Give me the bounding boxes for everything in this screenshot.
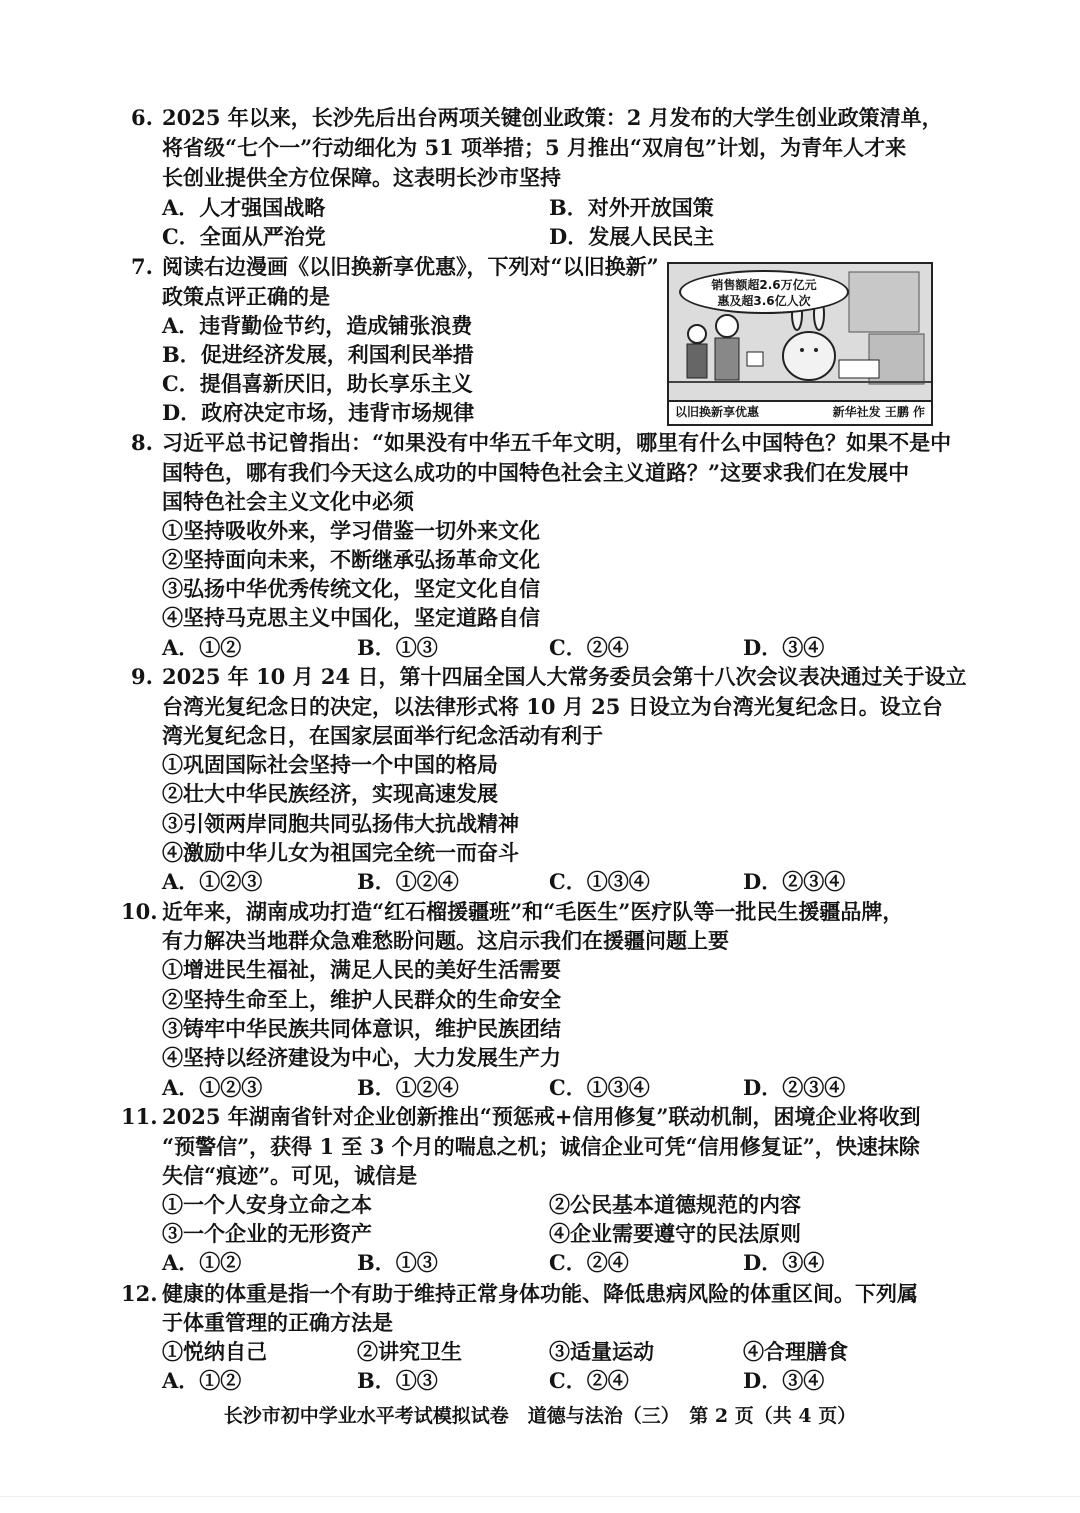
- q7-option-a: A．违背勤俭节约，造成铺张浪费: [162, 313, 473, 338]
- q10-item-3: ③铸牢中华民族共同体意识，维护民族团结: [162, 1016, 561, 1041]
- q11-item-1: ①一个人安身立命之本: [162, 1192, 372, 1217]
- q8-item-3: ③弘扬中华优秀传统文化，坚定文化自信: [162, 576, 540, 601]
- q9-stem-line-3: 湾光复纪念日，在国家层面举行纪念活动有利于: [162, 723, 603, 748]
- q10-option-b: B．①②④: [357, 1075, 459, 1100]
- q7-number: 7.: [131, 254, 153, 279]
- q10-item-2: ②坚持生命至上，维护人民群众的生命安全: [162, 987, 561, 1012]
- q10-item-1: ①增进民生福祉，满足人民的美好生活需要: [162, 957, 561, 982]
- page-footer: 长沙市初中学业水平考试模拟试卷 道德与法治（三） 第 2 页（共 4 页）: [223, 1405, 857, 1427]
- cartoon-caption: [669, 400, 931, 424]
- cartoon-speech-bubble: [679, 270, 849, 314]
- q6-stem-line-3: 长创业提供全方位保障。这表明长沙市坚持: [162, 165, 561, 190]
- q6-option-d: D．发展人民民主: [549, 224, 715, 249]
- q10-item-4: ④坚持以经济建设为中心，大力发展生产力: [162, 1045, 561, 1070]
- q9-option-b: B．①②④: [357, 869, 459, 894]
- bubble-line-1: 销售额超2.6万亿元: [711, 278, 817, 292]
- q11-option-d: D．③④: [743, 1250, 825, 1275]
- q8-number: 8.: [131, 430, 153, 455]
- q9-option-a: A．①②③: [162, 869, 263, 894]
- q9-option-c: C．①③④: [549, 869, 650, 894]
- cartoon-image: [667, 262, 933, 426]
- q11-item-4: ④企业需要遵守的民法原则: [549, 1221, 801, 1246]
- bottom-divider: [0, 1496, 1080, 1497]
- q9-item-3: ③引领两岸同胞共同弘扬伟大抗战精神: [162, 811, 519, 836]
- q7-option-b: B．促进经济发展，利国利民举措: [162, 342, 474, 367]
- q7-option-d: D．政府决定市场，违背市场规律: [162, 400, 475, 425]
- q12-item-3: ③适量运动: [549, 1339, 654, 1364]
- q12-item-2: ②讲究卫生: [357, 1339, 462, 1364]
- q11-option-c: C．②④: [549, 1250, 629, 1275]
- q8-stem-line-1: 习近平总书记曾指出：“如果没有中华五千年文明，哪里有什么中国特色？如果不是中: [162, 430, 952, 455]
- q8-option-d: D．③④: [743, 635, 825, 660]
- q8-option-c: C．②④: [549, 635, 629, 660]
- q12-option-b: B．①③: [357, 1368, 438, 1393]
- q8-item-1: ①坚持吸收外来，学习借鉴一切外来文化: [162, 518, 540, 543]
- q11-item-3: ③一个企业的无形资产: [162, 1221, 372, 1246]
- q10-option-c: C．①③④: [549, 1075, 650, 1100]
- q8-option-a: A．①②: [162, 635, 242, 660]
- q10-option-a: A．①②③: [162, 1075, 263, 1100]
- q11-number: 11.: [121, 1104, 158, 1129]
- q9-item-4: ④激励中华儿女为祖国完全统一而奋斗: [162, 840, 519, 865]
- q10-number: 10.: [121, 899, 158, 924]
- q12-stem-line-2: 于体重管理的正确方法是: [162, 1310, 393, 1335]
- q12-option-c: C．②④: [549, 1368, 629, 1393]
- q7-option-c: C．提倡喜新厌旧，助长享乐主义: [162, 371, 473, 396]
- q8-stem-line-3: 国特色社会主义文化中必须: [162, 489, 414, 514]
- q10-option-d: D．②③④: [743, 1075, 846, 1100]
- q11-option-a: A．①②: [162, 1250, 242, 1275]
- cartoon-credit: 新华社发 王鹏 作: [832, 405, 925, 419]
- q9-item-2: ②壮大中华民族经济，实现高速发展: [162, 781, 498, 806]
- q7-stem-line-1: 阅读右边漫画《以旧换新享优惠》，下列对“以旧换新”: [162, 254, 659, 279]
- q9-option-d: D．②③④: [743, 869, 846, 894]
- q8-item-2: ②坚持面向未来，不断继承弘扬革命文化: [162, 547, 540, 572]
- q7-stem-line-2: 政策点评正确的是: [162, 284, 330, 309]
- q12-item-4: ④合理膳食: [743, 1339, 848, 1364]
- q12-number: 12.: [121, 1281, 158, 1306]
- q11-item-2: ②公民基本道德规范的内容: [549, 1192, 801, 1217]
- q9-stem-line-1: 2025 年 10 月 24 日，第十四届全国人大常务委员会第十八次会议表决通过关于设立: [162, 664, 967, 689]
- q11-stem-line-2: “预警信”，获得 1 至 3 个月的喘息之机；诚信企业可凭“信用修复证”，快速抹除: [162, 1134, 920, 1159]
- q8-option-b: B．①③: [357, 635, 438, 660]
- q11-option-b: B．①③: [357, 1250, 438, 1275]
- q12-option-d: D．③④: [743, 1368, 825, 1393]
- bubble-line-2: 惠及超3.6亿人次: [717, 294, 811, 308]
- cartoon-title: 以旧换新享优惠: [675, 405, 760, 419]
- q6-option-c: C．全面从严治党: [162, 224, 326, 249]
- q10-stem-line-2: 有力解决当地群众急难愁盼问题。这启示我们在援疆问题上要: [162, 928, 729, 953]
- q12-stem-line-1: 健康的体重是指一个有助于维持正常身体功能、降低患病风险的体重区间。下列属: [162, 1281, 918, 1306]
- q12-item-1: ①悦纳自己: [162, 1339, 267, 1364]
- q11-stem-line-1: 2025 年湖南省针对企业创新推出“预惩戒+信用修复”联动机制，困境企业将收到: [162, 1104, 921, 1129]
- q9-item-1: ①巩固国际社会坚持一个中国的格局: [162, 752, 498, 777]
- q11-stem-line-3: 失信“痕迹”。可见，诚信是: [162, 1163, 418, 1188]
- q6-stem-line-1: 2025 年以来，长沙先后出台两项关键创业政策：2 月发布的大学生创业政策清单，: [162, 105, 943, 130]
- q6-number: 6.: [131, 105, 153, 130]
- q9-stem-line-2: 台湾光复纪念日的决定，以法律形式将 10 月 25 日设立为台湾光复纪念日。设立台: [162, 694, 943, 719]
- q10-stem-line-1: 近年来，湖南成功打造“红石榴援疆班”和“毛医生”医疗队等一批民生援疆品牌，: [162, 899, 904, 924]
- q8-stem-line-2: 国特色，哪有我们今天这么成功的中国特色社会主义道路？”这要求我们在发展中: [162, 460, 910, 485]
- q6-stem-line-2: 将省级“七个一”行动细化为 51 项举措；5 月推出“双肩包”计划，为青年人才来: [162, 135, 907, 160]
- q12-option-a: A．①②: [162, 1368, 242, 1393]
- q8-item-4: ④坚持马克思主义中国化，坚定道路自信: [162, 605, 540, 630]
- q6-option-a: A．人才强国战略: [162, 195, 326, 220]
- q9-number: 9.: [131, 664, 153, 689]
- q6-option-b: B．对外开放国策: [549, 195, 714, 220]
